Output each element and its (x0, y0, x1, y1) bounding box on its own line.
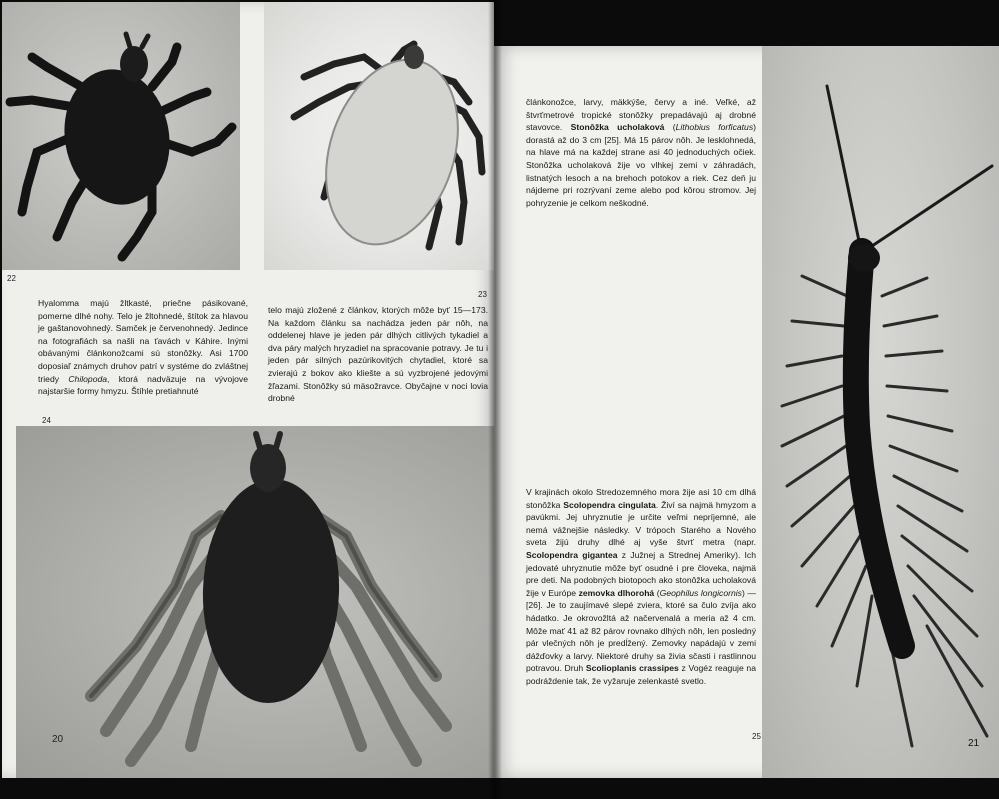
paragraph (526, 486, 756, 688)
text-run: článkonožce, larvy, mäkkýše, červy a iné. Veľké, až štvrťmetrové tropické stonôžky prepadávajú aj drobné stavovce. (526, 97, 756, 133)
text-run: ( (654, 587, 660, 598)
bold-term-zemovka-dlhoroha: zemovka dlhorohá (578, 587, 655, 598)
figure-label-23: 23 (478, 290, 487, 299)
italic-term-geophilus: Geophilus longicornis (659, 587, 742, 598)
italic-term-chilopoda: Chilopoda (68, 373, 108, 384)
bold-term-scolopendra-gigantea: Scolopendra gigantea (526, 549, 618, 560)
paragraph (526, 96, 756, 209)
left-column-2-text (268, 304, 488, 405)
text-run: ) — [26]. Je to zaujímavé slepé zviera, ktoré sa čulo zvíja ako hádatko. Je okrovožltá až načervenalá a meria až 4 cm. Môže mať 41 až 82 párov rovnako dlhých nôh, len posledný pár vlečných nôh je predĺžený. Zemovky napádajú v zemi dážďovky a larvy. Niektoré druhy sa živia sčasti i rastlinnou potravou. Druh (526, 587, 756, 674)
text-run: ( (664, 122, 676, 133)
photo-22-dark-tick (2, 2, 240, 270)
photo-20-large-tick (16, 426, 494, 778)
dark-tick-illustration (2, 2, 240, 270)
text-run: ) dorastá až do 3 cm [25]. Má 15 párov nôh. Je lesklohnedá, na hlave má na každej strane asi 40 jednoduchých očiek. Stonôžka ucholaková žije vo vlhkej zemi v záhradách, listnatých lesoch a na brehoch potokov a riek. Cez deň ju nájdeme pri rozrývaní zeme alebo pod kôrou stromov. Jej pohryzenie je celkom neškodné. (526, 122, 757, 208)
text-run: V krajinách okolo Stredozemného mora žije asi 10 cm dlhá stonôžka (526, 487, 756, 510)
text-run: z Južnej a Strednej Ameriky). Ich jedovaté uhryznutie môže byť osudné i pre človeka, najmä pre deti. Na podobných biotopoch ako stonôžka ucholaková žije v Európe (526, 549, 756, 598)
photo-21-centipede (762, 46, 999, 778)
paragraph (38, 297, 248, 398)
bold-term-scolioplanis: Scolioplanis crassipes (585, 663, 679, 674)
text-run: telo majú zložené z článkov, ktorých môže byť 15—173. Na každom článku sa nachádza jeden pár nôh, na oddelenej hlave je jeden pár dlhých citlivých tykadiel a dva páry malých hryzadiel na spracovanie potravy. Je tu i jeden pár silných pazúrikovitých chytadiel, ktoré sa zvierajú z bokov ako kliešte a sú vyzbrojené jedovými žľazami. Stonôžky sú mäsožravce. Obyčajne v noci lovia drobné (268, 305, 488, 404)
text-run: . Živí sa najmä hmyzom a pavúkmi. Jej uhryznutie je určite veľmi nepríjemné, ale nemá vážnejšie následky. V trópoch Starého a Nového sveta žijú druhy dlhé aj vyše štvrť metra (napr. (526, 499, 756, 548)
right-page (494, 46, 999, 778)
bold-term-scolopendra-cingulata: Scolopendra cingulata (563, 499, 656, 510)
large-tick-illustration (16, 426, 494, 778)
bold-term-stonozka-ucholakova: Stonôžka ucholaková (570, 122, 665, 133)
book-gutter (488, 0, 502, 799)
text-run: , ktorá nadväzuje na vývojove najstaršie formy hmyzu. Štíhle pretiahnuté (38, 373, 249, 397)
italic-term-lithobius: Lithobius forficatus (675, 122, 754, 133)
pale-tick-illustration (264, 2, 494, 270)
right-column-1-text (526, 96, 756, 209)
figure-label-20: 20 (52, 734, 64, 745)
right-column-2-text (526, 486, 756, 688)
text-run: Hyalomma majú žltkasté, priečne pásikované, pomerne dlhé nohy. Telo je žltohnedé, štítok za hlavou je gaštanovohnedý. Samček je červenohnedý. Jedince na fotografiách sa našli na ťavách v Káhire. Inými obávanými článkonožcami sú stonôžky. Asi 1700 doposiaľ známych druhov patrí v systéme do zvláštnej triedy (38, 298, 248, 384)
centipede-illustration (762, 46, 999, 778)
figure-label-21: 21 (968, 738, 980, 749)
figure-label-22: 22 (7, 274, 16, 283)
text-run: z Vogéz reaguje na podráždenie tak, že vyžaruje zelenkasté svetlo. (526, 663, 756, 686)
paragraph (268, 304, 488, 405)
figure-label-25: 25 (752, 732, 761, 741)
photo-23-pale-tick (264, 2, 494, 270)
figure-label-24: 24 (42, 416, 51, 425)
left-page (2, 2, 494, 778)
left-column-1-text (38, 297, 248, 398)
